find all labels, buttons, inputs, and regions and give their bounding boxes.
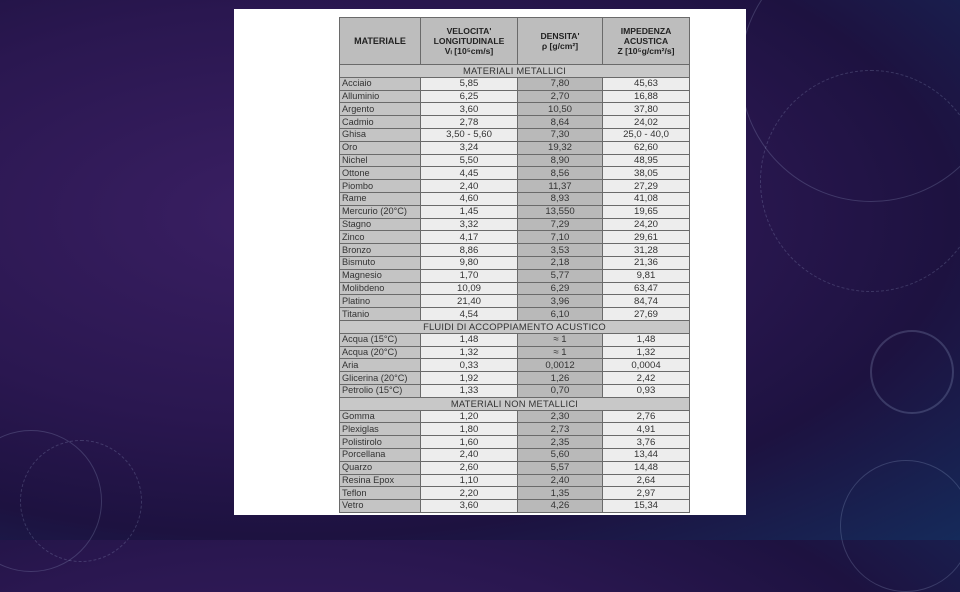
material-name: Petrolio (15°C)	[340, 384, 421, 397]
decor-dial-right	[760, 70, 960, 292]
table-row	[340, 128, 690, 141]
velocity-value: 1,80	[421, 423, 518, 436]
material-name: Acciaio	[340, 77, 421, 90]
table-row	[340, 423, 690, 436]
table-row	[340, 77, 690, 90]
density-value: 6,10	[518, 308, 603, 321]
density-value: 10,50	[518, 103, 603, 116]
density-value: 13,550	[518, 205, 603, 218]
impedance-value: 27,69	[603, 308, 690, 321]
density-value: 5,60	[518, 448, 603, 461]
velocity-value: 1,20	[421, 410, 518, 423]
density-value: 2,40	[518, 474, 603, 487]
density-value: 2,70	[518, 90, 603, 103]
material-name: Acqua (20°C)	[340, 346, 421, 359]
impedance-value: 14,48	[603, 461, 690, 474]
velocity-value: 2,60	[421, 461, 518, 474]
table-row	[340, 359, 690, 372]
decor-dial-bottom-left	[20, 440, 142, 562]
table-row	[340, 180, 690, 193]
velocity-value: 1,32	[421, 346, 518, 359]
impedance-value: 15,34	[603, 500, 690, 513]
density-value: 3,53	[518, 244, 603, 257]
density-value: 7,29	[518, 218, 603, 231]
impedance-value: 1,48	[603, 333, 690, 346]
table-image-card	[234, 9, 746, 515]
impedance-value: 48,95	[603, 154, 690, 167]
material-name: Ottone	[340, 167, 421, 180]
density-value: 7,30	[518, 128, 603, 141]
impedance-value: 29,61	[603, 231, 690, 244]
velocity-value: 9,80	[421, 256, 518, 269]
material-name: Zinco	[340, 231, 421, 244]
impedance-value: 38,05	[603, 167, 690, 180]
density-value: 8,93	[518, 192, 603, 205]
impedance-value: 2,42	[603, 372, 690, 385]
impedance-value: 3,76	[603, 436, 690, 449]
density-value: 1,26	[518, 372, 603, 385]
table-row	[340, 346, 690, 359]
impedance-value: 2,64	[603, 474, 690, 487]
header-materiale: MATERIALE	[340, 18, 421, 65]
table-row	[340, 218, 690, 231]
section-header-row	[340, 65, 690, 78]
table-row	[340, 244, 690, 257]
table-row	[340, 295, 690, 308]
material-name: Piombo	[340, 180, 421, 193]
impedance-value: 1,32	[603, 346, 690, 359]
velocity-value: 5,50	[421, 154, 518, 167]
impedance-value: 62,60	[603, 141, 690, 154]
table-row	[340, 231, 690, 244]
velocity-value: 21,40	[421, 295, 518, 308]
density-value: 4,26	[518, 500, 603, 513]
material-name: Nichel	[340, 154, 421, 167]
density-value: 2,30	[518, 410, 603, 423]
material-name: Bronzo	[340, 244, 421, 257]
table-row	[340, 487, 690, 500]
table-row	[340, 474, 690, 487]
table-row	[340, 154, 690, 167]
table-row	[340, 308, 690, 321]
impedance-value: 41,08	[603, 192, 690, 205]
velocity-value: 1,70	[421, 269, 518, 282]
table-row	[340, 500, 690, 513]
material-name: Titanio	[340, 308, 421, 321]
section-title: MATERIALI METALLICI	[340, 65, 690, 78]
impedance-value: 45,63	[603, 77, 690, 90]
table-row	[340, 103, 690, 116]
table-row	[340, 269, 690, 282]
velocity-value: 2,40	[421, 448, 518, 461]
material-name: Porcellana	[340, 448, 421, 461]
material-name: Teflon	[340, 487, 421, 500]
velocity-value: 3,60	[421, 103, 518, 116]
velocity-value: 10,09	[421, 282, 518, 295]
velocity-value: 3,50 - 5,60	[421, 128, 518, 141]
section-header-row	[340, 397, 690, 410]
velocity-value: 2,40	[421, 180, 518, 193]
impedance-value: 37,80	[603, 103, 690, 116]
velocity-value: 8,86	[421, 244, 518, 257]
table-row	[340, 333, 690, 346]
impedance-value: 27,29	[603, 180, 690, 193]
header-impedenza: IMPEDENZA ACUSTICA Z [10⁵g/cm²/s]	[603, 18, 690, 65]
table-row	[340, 410, 690, 423]
impedance-value: 84,74	[603, 295, 690, 308]
table-row	[340, 448, 690, 461]
impedance-value: 21,36	[603, 256, 690, 269]
header-row	[340, 18, 690, 65]
velocity-value: 3,60	[421, 500, 518, 513]
header-densita: DENSITA' ρ [g/cm²]	[518, 18, 603, 65]
velocity-value: 2,78	[421, 116, 518, 129]
material-name: Oro	[340, 141, 421, 154]
table-row	[340, 256, 690, 269]
velocity-value: 1,60	[421, 436, 518, 449]
table-row	[340, 192, 690, 205]
material-name: Cadmio	[340, 116, 421, 129]
material-name: Molibdeno	[340, 282, 421, 295]
material-name: Alluminio	[340, 90, 421, 103]
material-name: Platino	[340, 295, 421, 308]
velocity-value: 4,60	[421, 192, 518, 205]
materials-table	[339, 17, 690, 513]
table-row	[340, 282, 690, 295]
material-name: Plexiglas	[340, 423, 421, 436]
density-value: ≈ 1	[518, 333, 603, 346]
material-name: Ghisa	[340, 128, 421, 141]
impedance-value: 25,0 - 40,0	[603, 128, 690, 141]
material-name: Vetro	[340, 500, 421, 513]
material-name: Magnesio	[340, 269, 421, 282]
decor-circle-bottom-right	[840, 460, 960, 592]
table-row	[340, 167, 690, 180]
velocity-value: 5,85	[421, 77, 518, 90]
density-value: 8,90	[518, 154, 603, 167]
material-name: Polistirolo	[340, 436, 421, 449]
material-name: Resina Epox	[340, 474, 421, 487]
material-name: Stagno	[340, 218, 421, 231]
decor-circle-right-small	[870, 330, 954, 414]
density-value: 2,73	[518, 423, 603, 436]
impedance-value: 0,0004	[603, 359, 690, 372]
material-name: Rame	[340, 192, 421, 205]
section-title: FLUIDI DI ACCOPPIAMENTO ACUSTICO	[340, 320, 690, 333]
velocity-value: 4,17	[421, 231, 518, 244]
impedance-value: 31,28	[603, 244, 690, 257]
impedance-value: 2,76	[603, 410, 690, 423]
velocity-value: 1,48	[421, 333, 518, 346]
section-header-row	[340, 320, 690, 333]
velocity-value: 1,33	[421, 384, 518, 397]
material-name: Acqua (15°C)	[340, 333, 421, 346]
table-row	[340, 372, 690, 385]
material-name: Argento	[340, 103, 421, 116]
table-body	[340, 65, 690, 513]
velocity-value: 2,20	[421, 487, 518, 500]
density-value: 11,37	[518, 180, 603, 193]
impedance-value: 13,44	[603, 448, 690, 461]
velocity-value: 3,32	[421, 218, 518, 231]
density-value: 7,10	[518, 231, 603, 244]
material-name: Bismuto	[340, 256, 421, 269]
impedance-value: 2,97	[603, 487, 690, 500]
velocity-value: 3,24	[421, 141, 518, 154]
impedance-value: 24,20	[603, 218, 690, 231]
velocity-value: 1,92	[421, 372, 518, 385]
density-value: 2,35	[518, 436, 603, 449]
velocity-value: 6,25	[421, 90, 518, 103]
table-row	[340, 436, 690, 449]
density-value: 5,57	[518, 461, 603, 474]
density-value: 2,18	[518, 256, 603, 269]
table-row	[340, 205, 690, 218]
table-row	[340, 461, 690, 474]
table-row	[340, 141, 690, 154]
density-value: 3,96	[518, 295, 603, 308]
material-name: Quarzo	[340, 461, 421, 474]
velocity-value: 0,33	[421, 359, 518, 372]
impedance-value: 16,88	[603, 90, 690, 103]
header-velocita: VELOCITA' LONGITUDINALE Vₗ [10⁵cm/s]	[421, 18, 518, 65]
velocity-value: 4,54	[421, 308, 518, 321]
impedance-value: 24,02	[603, 116, 690, 129]
material-name: Mercurio (20°C)	[340, 205, 421, 218]
velocity-value: 1,45	[421, 205, 518, 218]
material-name: Glicerina (20°C)	[340, 372, 421, 385]
material-name: Aria	[340, 359, 421, 372]
impedance-value: 4,91	[603, 423, 690, 436]
density-value: 5,77	[518, 269, 603, 282]
density-value: 0,0012	[518, 359, 603, 372]
density-value: 19,32	[518, 141, 603, 154]
velocity-value: 4,45	[421, 167, 518, 180]
table-row	[340, 116, 690, 129]
density-value: 8,64	[518, 116, 603, 129]
density-value: 6,29	[518, 282, 603, 295]
density-value: 0,70	[518, 384, 603, 397]
impedance-value: 19,65	[603, 205, 690, 218]
density-value: ≈ 1	[518, 346, 603, 359]
density-value: 7,80	[518, 77, 603, 90]
velocity-value: 1,10	[421, 474, 518, 487]
impedance-value: 0,93	[603, 384, 690, 397]
impedance-value: 63,47	[603, 282, 690, 295]
section-title: MATERIALI NON METALLICI	[340, 397, 690, 410]
density-value: 8,56	[518, 167, 603, 180]
impedance-value: 9,81	[603, 269, 690, 282]
material-name: Gomma	[340, 410, 421, 423]
table-row	[340, 90, 690, 103]
density-value: 1,35	[518, 487, 603, 500]
table-row	[340, 384, 690, 397]
